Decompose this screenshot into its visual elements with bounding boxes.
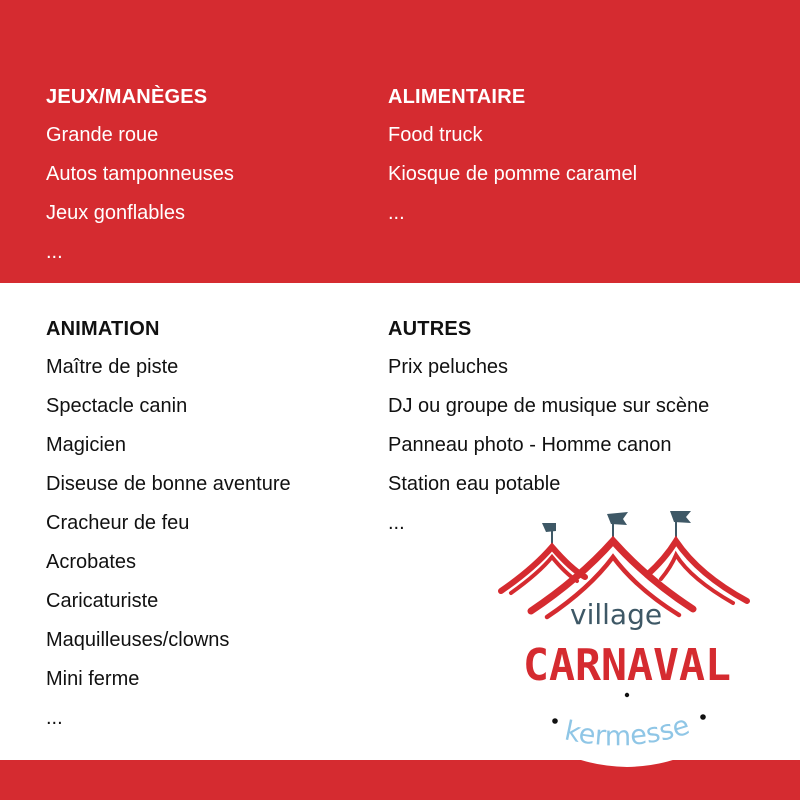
dot-icon — [552, 718, 558, 724]
flag-icon — [670, 511, 691, 541]
list-item: Grande roue — [46, 124, 159, 146]
section-animation — [46, 318, 291, 729]
list-item: Caricaturiste — [46, 590, 159, 612]
list-item: Cracheur de feu — [46, 512, 190, 534]
list-item: ... — [388, 202, 405, 224]
dot-icon — [700, 714, 706, 720]
section-title-autres: AUTRES — [388, 318, 472, 340]
list-item: ... — [388, 512, 405, 534]
dot-icon — [625, 693, 629, 697]
list-item: Panneau photo - Homme canon — [388, 434, 672, 456]
list-item: Maquilleuses/clowns — [46, 629, 230, 651]
list-item: Autos tamponneuses — [46, 163, 234, 185]
list-item: Jeux gonflables — [46, 202, 185, 224]
section-title-animation: ANIMATION — [46, 318, 160, 340]
logo-village-text: village — [570, 598, 663, 631]
logo-kermesse-text: kermesse — [561, 709, 694, 753]
list-item: ... — [46, 241, 63, 263]
section-alimentaire — [388, 86, 637, 224]
list-item: Kiosque de pomme caramel — [388, 163, 638, 185]
list-item: Acrobates — [46, 551, 137, 573]
list-item: Prix peluches — [388, 356, 509, 378]
list-item: DJ ou groupe de musique sur scène — [388, 395, 710, 417]
list-item: Food truck — [388, 124, 483, 146]
list-item: Diseuse de bonne aventure — [46, 473, 291, 495]
list-item: Station eau potable — [388, 473, 561, 495]
section-title-jeux: JEUX/MANÈGES — [46, 86, 208, 108]
list-item: Magicien — [46, 434, 127, 456]
section-jeux-maneges — [46, 86, 234, 263]
list-item: Spectacle canin — [46, 395, 188, 417]
list-item: ... — [46, 707, 63, 729]
list-alimentaire — [388, 124, 637, 224]
list-animation — [46, 356, 291, 729]
section-autres — [388, 318, 709, 534]
list-jeux — [46, 124, 234, 263]
flag-icon — [542, 523, 556, 547]
flag-icon — [607, 512, 628, 541]
list-item: Maître de piste — [46, 356, 179, 378]
village-carnaval-logo — [495, 505, 760, 770]
section-title-alimentaire: ALIMENTAIRE — [388, 86, 526, 108]
list-item: Mini ferme — [46, 668, 140, 690]
logo-carnaval-text: CARNAVAL — [523, 640, 731, 691]
